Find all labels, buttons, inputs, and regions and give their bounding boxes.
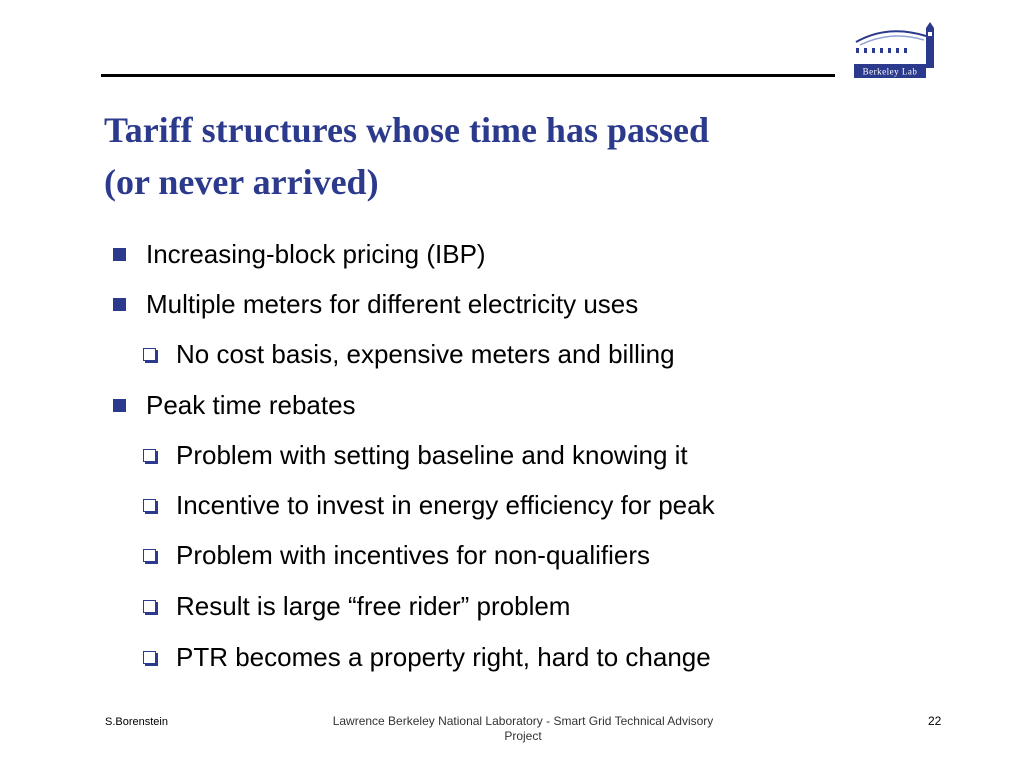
footer-org-line-2: Project bbox=[504, 729, 542, 743]
bullet-text: Problem with setting baseline and knowing it bbox=[176, 440, 688, 470]
page-number: 22 bbox=[928, 714, 942, 728]
bullet-text: Increasing-block pricing (IBP) bbox=[146, 239, 486, 269]
logo-text: Berkeley Lab bbox=[862, 66, 918, 77]
bullet-text: Peak time rebates bbox=[146, 390, 356, 420]
checkbox-bullet-icon bbox=[143, 499, 156, 512]
title-line-1: Tariff structures whose time has passed bbox=[104, 110, 710, 150]
checkbox-bullet-icon bbox=[143, 348, 156, 361]
checkbox-bullet-icon bbox=[143, 549, 156, 562]
checkbox-bullet-icon bbox=[143, 600, 156, 613]
footer-organization bbox=[316, 714, 730, 744]
checkbox-bullet-icon bbox=[143, 651, 156, 664]
checkbox-bullet-icon bbox=[143, 449, 156, 462]
bullet-text: Problem with incentives for non-qualifiers bbox=[176, 540, 650, 570]
bullet-text: Multiple meters for different electricity uses bbox=[146, 289, 639, 319]
bullet-text: Incentive to invest in energy efficiency for peak bbox=[176, 490, 715, 520]
square-bullet-icon bbox=[113, 399, 126, 412]
title-line-2: (or never arrived) bbox=[104, 162, 379, 202]
bullet-text: Result is large “free rider” problem bbox=[176, 591, 571, 621]
bullet-text: No cost basis, expensive meters and billing bbox=[176, 339, 675, 369]
footer-org-line-1: Lawrence Berkeley National Laboratory - Smart Grid Technical Advisory bbox=[332, 714, 714, 728]
footer-author: S.Borenstein bbox=[105, 716, 168, 728]
square-bullet-icon bbox=[113, 248, 126, 261]
bullet-text: PTR becomes a property right, hard to change bbox=[176, 642, 711, 672]
square-bullet-icon bbox=[113, 298, 126, 311]
